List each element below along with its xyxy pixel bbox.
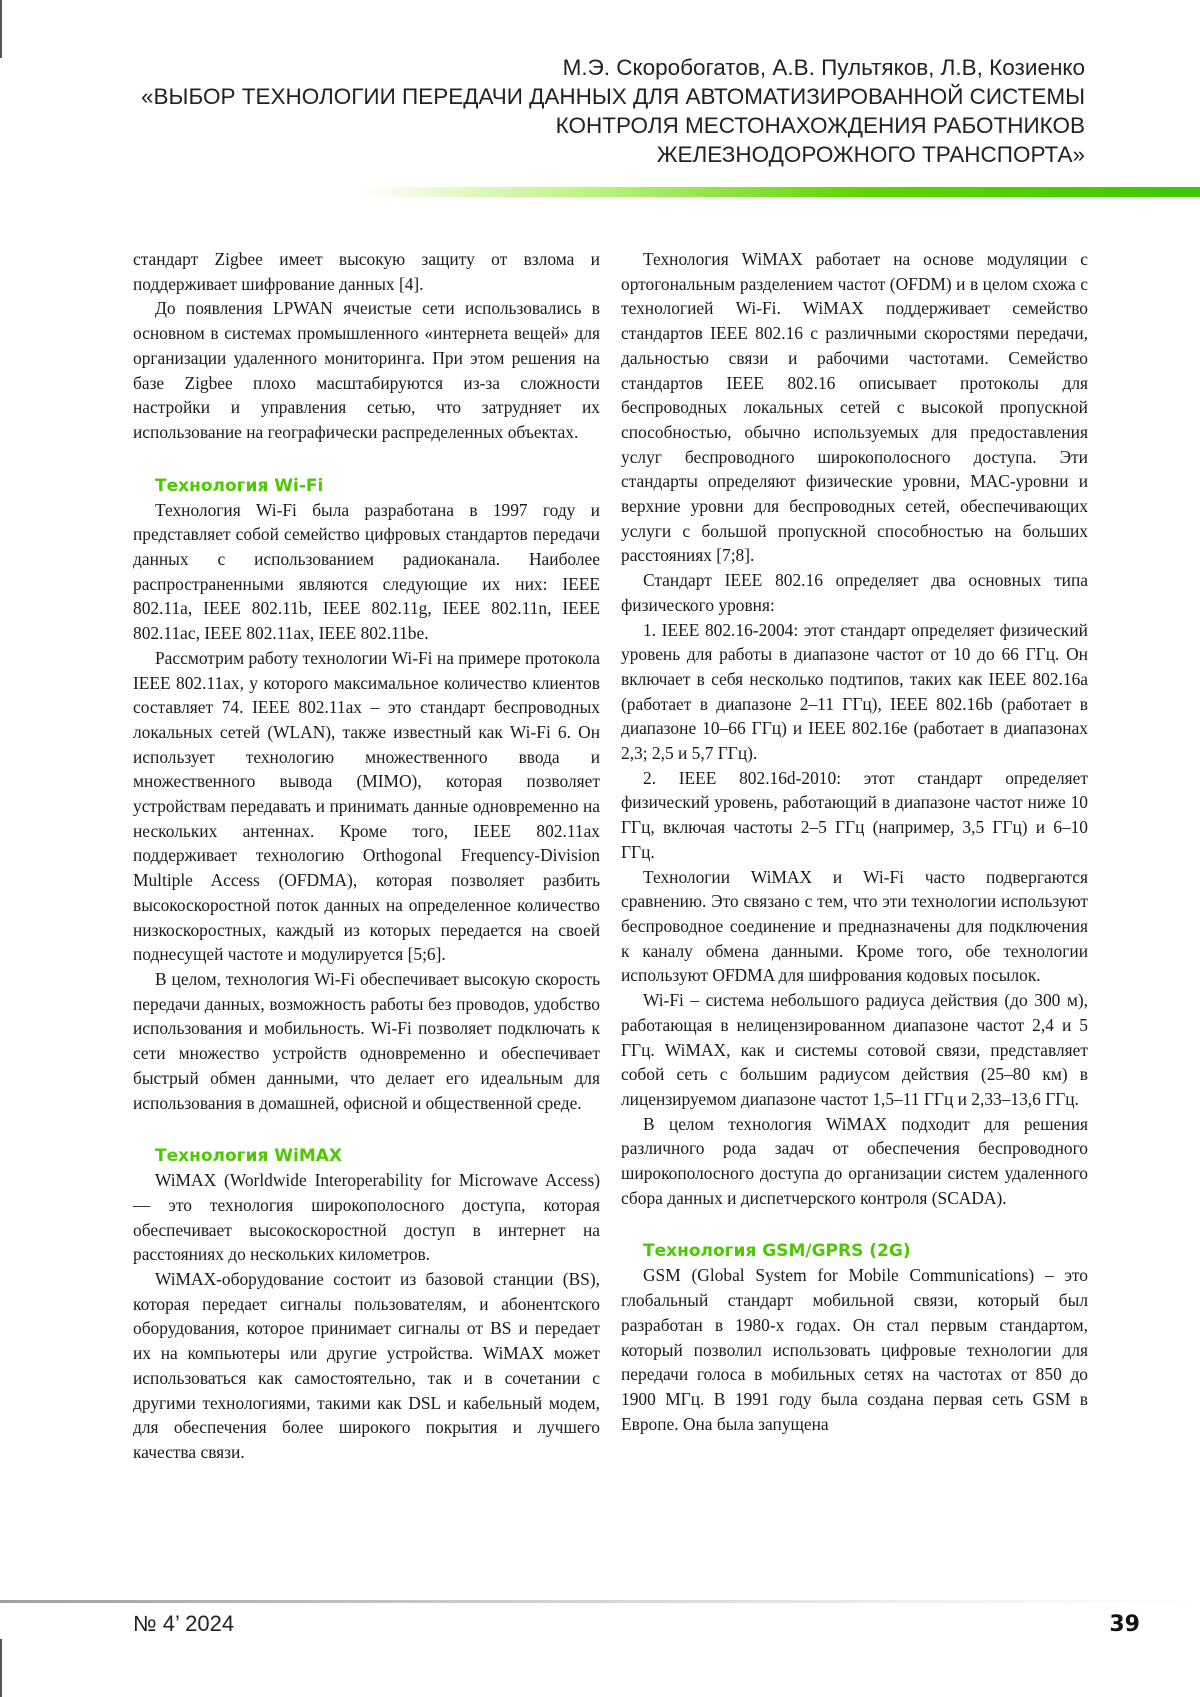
- section-heading-wifi: Технология Wi-Fi: [155, 475, 324, 496]
- running-header: [85, 53, 1085, 169]
- issue-number: № 4’ 2024: [133, 1611, 235, 1636]
- section-heading-wimax: Технология WiMAX: [155, 1146, 343, 1167]
- paragraph: стандарт Zigbee имеет высокую защиту от взлома и поддерживает шифрование данных [4].: [133, 249, 600, 294]
- paragraph: WiMAX (Worldwide Interoperability for Microwave Access) — это технология широкополосного доступа, которая обеспечивает высокоскоростной доступ в интернет на расстояниях до нескольких километров.: [133, 1170, 600, 1265]
- section-heading-gsm: Технология GSM/GPRS (2G): [643, 1241, 911, 1262]
- paragraph: Стандарт IEEE 802.16 определяет два основных типа физического уровня:: [621, 570, 1088, 615]
- header-title-line-2: КОНТРОЛЯ МЕСТОНАХОЖДЕНИЯ РАБОТНИКОВ: [555, 113, 1085, 138]
- crop-mark-top: [0, 0, 2, 58]
- paragraph: 1. IEEE 802.16-2004: этот стандарт определяет физический уровень для работы в диапазоне частот от 10 до 66 ГГц. Он включает в себя несколько подтипов, таких как IEEE 802.16a (работает в диапазоне 2–11 ГГц), IEEE 802.16b (работает в диапазоне 10–66 ГГц) и IEEE 802.16e (работает в диапазонах 2,3; 2,5 и 5,7 ГГц).: [621, 619, 1088, 764]
- paragraph: Технологии WiMAX и Wi-Fi часто подвергаются сравнению. Это связано с тем, что эти технологии используют беспроводное соединение и предназначены для подключения к каналу обмена данными. Кроме того, обе технологии используют OFDMA для шифрования кодовых посылок.: [621, 866, 1088, 986]
- paragraph: Wi-Fi – система небольшого радиуса действия (до 300 м), работающая в нелицензированном диапазоне частот 2,4 и 5 ГГц. WiMAX, как и системы сотовой связи, представляет собой сеть с большим радиусом действия (25–80 км) в лицензируемом диапазоне частот 1,5–11 ГГц и 2,33–13,6 ГГц.: [621, 990, 1088, 1109]
- header-title-line-3: ЖЕЛЕЗНОДОРОЖНОГО ТРАНСПОРТА»: [656, 142, 1085, 167]
- crop-mark-bottom: [0, 1639, 2, 1697]
- right-column: [621, 247, 1088, 1436]
- paragraph: В целом технология WiMAX подходит для решения различного рода задач от обеспечения беспроводного широкополосного доступа до организации систем удаленного сбора данных и диспетчерского контроля (SCADA).: [621, 1113, 1088, 1208]
- paragraph: Рассмотрим работу технологии Wi-Fi на примере протокола IEEE 802.11ax, у которого максимальное количество клиентов составляет 74. IEEE 802.11ax – это стандарт беспроводных локальных сетей (WLAN), также известный как Wi-Fi 6. Он использует технологию множественного ввода и множественного вывода (MIMO), которая позволяет устройствам передавать и принимать данные одновременно на нескольких антеннах. Кроме того, IEEE 802.11ax поддерживает технологию Orthogonal Frequency-Division Multiple Access (OFDMA), которая позволяет разбить высокоскоростной поток данных на определенное количество низкоскоростных, каждый из которых передается на своей поднесущей частоте и модулируется [5;6].: [133, 647, 600, 965]
- header-title-line-1: «ВЫБОР ТЕХНОЛОГИИ ПЕРЕДАЧИ ДАННЫХ ДЛЯ АВТОМАТИЗИРОВАННОЙ СИСТЕМЫ: [141, 84, 1085, 109]
- paragraph: До появления LPWAN ячеистые сети использовались в основном в системах промышленного «интернета вещей» для организации удаленного мониторинга. При этом решения на базе Zigbee плохо масштабируются из-за сложности настройки и управления сетью, что затрудняет их использование на географически распределенных объектах.: [133, 298, 600, 442]
- paragraph: В целом, технология Wi-Fi обеспечивает высокую скорость передачи данных, возможность работы без проводов, удобство использования и мобильность. Wi-Fi позволяет подключать к сети множество устройств одновременно и обеспечивает быстрый обмен данными, что делает его идеальным для использования в домашней, офисной и общественной среде.: [133, 968, 600, 1113]
- paragraph: Технология Wi-Fi была разработана в 1997 году и представляет собой семейство цифровых стандартов передачи данных с использованием радиоканала. Наиболее распространенными являются следующие их них: IEEE 802.11a, IEEE 802.11b, IEEE 802.11g, IEEE 802.11n, IEEE 802.11ac, IEEE 802.11ax, IEEE 802.11be.: [133, 499, 600, 644]
- header-accent-bar: [360, 187, 1200, 197]
- page-number: 39: [1109, 1612, 1140, 1637]
- paragraph: Технология WiMAX работает на основе модуляции с ортогональным разделением частот (OFDM) и в целом схожа с технологией Wi-Fi. WiMAX поддерживает семейство стандартов IEEE 802.16 с различными скоростями передачи, дальностью связи и рабочими частотами. Семейство стандартов IEEE 802.16 описывает протоколы для беспроводных локальных сетей с высокой пропускной способностью, обычно используемых для предоставления услуг беспроводного широкополосного доступа. Эти стандарты определяют физические уровни, MAC-уровни и верхние уровни для беспроводных сетей, обеспечивающих услуги с большой пропускной способностью на больших расстояниях [7;8].: [621, 249, 1088, 566]
- paragraph: 2. IEEE 802.16d-2010: этот стандарт определяет физический уровень, работающий в диапазоне частот ниже 10 ГГц, включая частоты 2–5 ГГц (например, 3,5 ГГц) и 6–10 ГГц.: [621, 767, 1088, 862]
- header-authors: М.Э. Скоробогатов, А.В. Пультяков, Л.В, Козиенко: [562, 55, 1085, 80]
- footer-rule: [0, 1600, 1200, 1603]
- left-column: [133, 247, 600, 1465]
- paragraph: GSM (Global System for Mobile Communications) – это глобальный стандарт мобильной связи, который был разработан в 1980-х годах. Он стал первым стандартом, который позволил использовать цифровые технологии для передачи голоса в мобильных сетях на частотах от 850 до 1900 МГц. В 1991 году была создана первая сеть GSM в Европе. Она была запущена: [621, 1265, 1088, 1434]
- paragraph: WiMAX-оборудование состоит из базовой станции (BS), которая передает сигналы пользователям, и абонентского оборудования, которое принимает сигналы от BS и передает их на компьютеры или другие устройства. WiMAX может использоваться как самостоятельно, так и в сочетании с другими технологиями, такими как DSL и кабельный модем, для обеспечения более широкого покрытия и лучшего качества связи.: [133, 1269, 600, 1462]
